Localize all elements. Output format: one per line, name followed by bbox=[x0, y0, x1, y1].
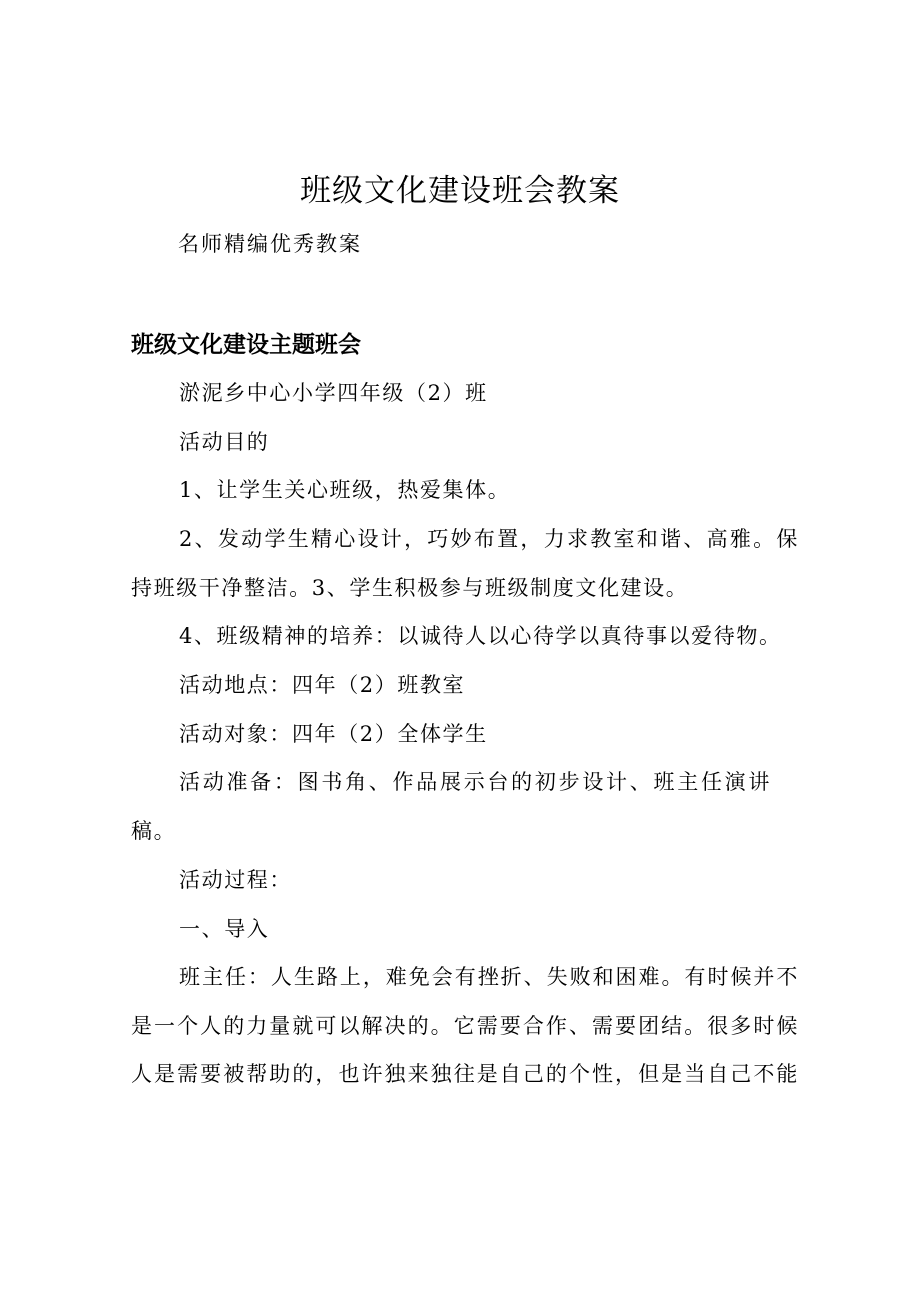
document-subtitle: 名师精编优秀教案 bbox=[178, 232, 362, 256]
section-heading: 班级文化建设主题班会 bbox=[131, 332, 361, 358]
paragraph-purpose-4: 4、班级精神的培养：以诚待人以心待学以真待事以爱待物。 bbox=[179, 624, 782, 648]
paragraph-activity-target: 活动对象：四年（2）全体学生 bbox=[179, 722, 488, 746]
paragraph-activity-location: 活动地点：四年（2）班教室 bbox=[179, 673, 466, 697]
paragraph-activity-preparation: 活动准备：图书角、作品展示台的初步设计、班主任演讲稿。 bbox=[131, 770, 771, 843]
paragraph-section-intro: 一、导入 bbox=[179, 917, 270, 941]
paragraph-purpose-1: 1、让学生关心班级，热爱集体。 bbox=[179, 478, 511, 502]
document-title: 班级文化建设班会教案 bbox=[300, 173, 620, 209]
paragraph-activity-purpose-label: 活动目的 bbox=[179, 430, 270, 454]
paragraph-school-class: 淤泥乡中心小学四年级（2）班 bbox=[179, 381, 488, 405]
paragraph-purpose-2-3: 2、发动学生精心设计，巧妙布置，力求教室和谐、高雅。保持班级干净整洁。3、学生积极参与班级制度文化建设。 bbox=[131, 527, 799, 600]
paragraph-teacher-speech: 班主任：人生路上，难免会有挫折、失败和困难。有时候并不是一个人的力量就可以解决的。它需要合作、需要团结。很多时候人是需要被帮助的，也许独来独往是自己的个性，但是当自己不能 bbox=[131, 965, 799, 1087]
paragraph-activity-process-label: 活动过程： bbox=[179, 868, 292, 892]
